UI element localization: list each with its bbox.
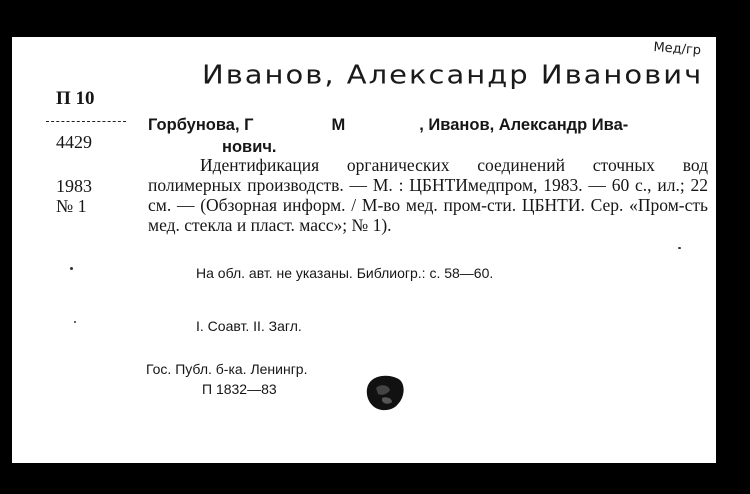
- shelf-year: 1983: [56, 176, 92, 196]
- author-1: Горбунова, Г: [148, 116, 254, 134]
- library-number: П 1832—83: [202, 381, 277, 397]
- author-2: , Иванов, Александр Ива-: [419, 116, 629, 134]
- paper-speck: [70, 267, 73, 270]
- handwritten-author-name: Иванов, Александр Иванович: [202, 59, 704, 90]
- authors-line: [148, 115, 708, 135]
- bibliographic-description: Идентификация органических соединений сточных вод полимерных производств. — М. : ЦБНТИмедпром, 1983. — 60 с., ил.; 22 см. — (Обзорная информ. / М-во мед. пром-сти. ЦБНТИ. Сер. «Пром-сть мед. стекла и пласт. масс»; № 1).: [148, 155, 708, 235]
- tracings: I. Соавт. II. Загл.: [196, 318, 302, 334]
- ink-stamp-mark: [362, 372, 408, 414]
- authors-line-continued: нович.: [222, 138, 277, 156]
- paper-speck: [74, 321, 76, 323]
- author-1-initial: М: [331, 116, 346, 134]
- shelf-divider: [46, 121, 126, 122]
- handwritten-corner-note: Мед/гр: [652, 40, 702, 59]
- paper-speck: [678, 247, 681, 249]
- library-name: Гос. Публ. б-ка. Ленингр.: [146, 361, 308, 377]
- bibliographic-note: На обл. авт. не указаны. Библиогр.: с. 58—60.: [196, 265, 494, 281]
- shelf-mark: П 10: [56, 88, 95, 109]
- shelf-number: 4429: [56, 132, 92, 152]
- catalog-card: [12, 37, 716, 463]
- shelf-issue: № 1: [56, 196, 87, 216]
